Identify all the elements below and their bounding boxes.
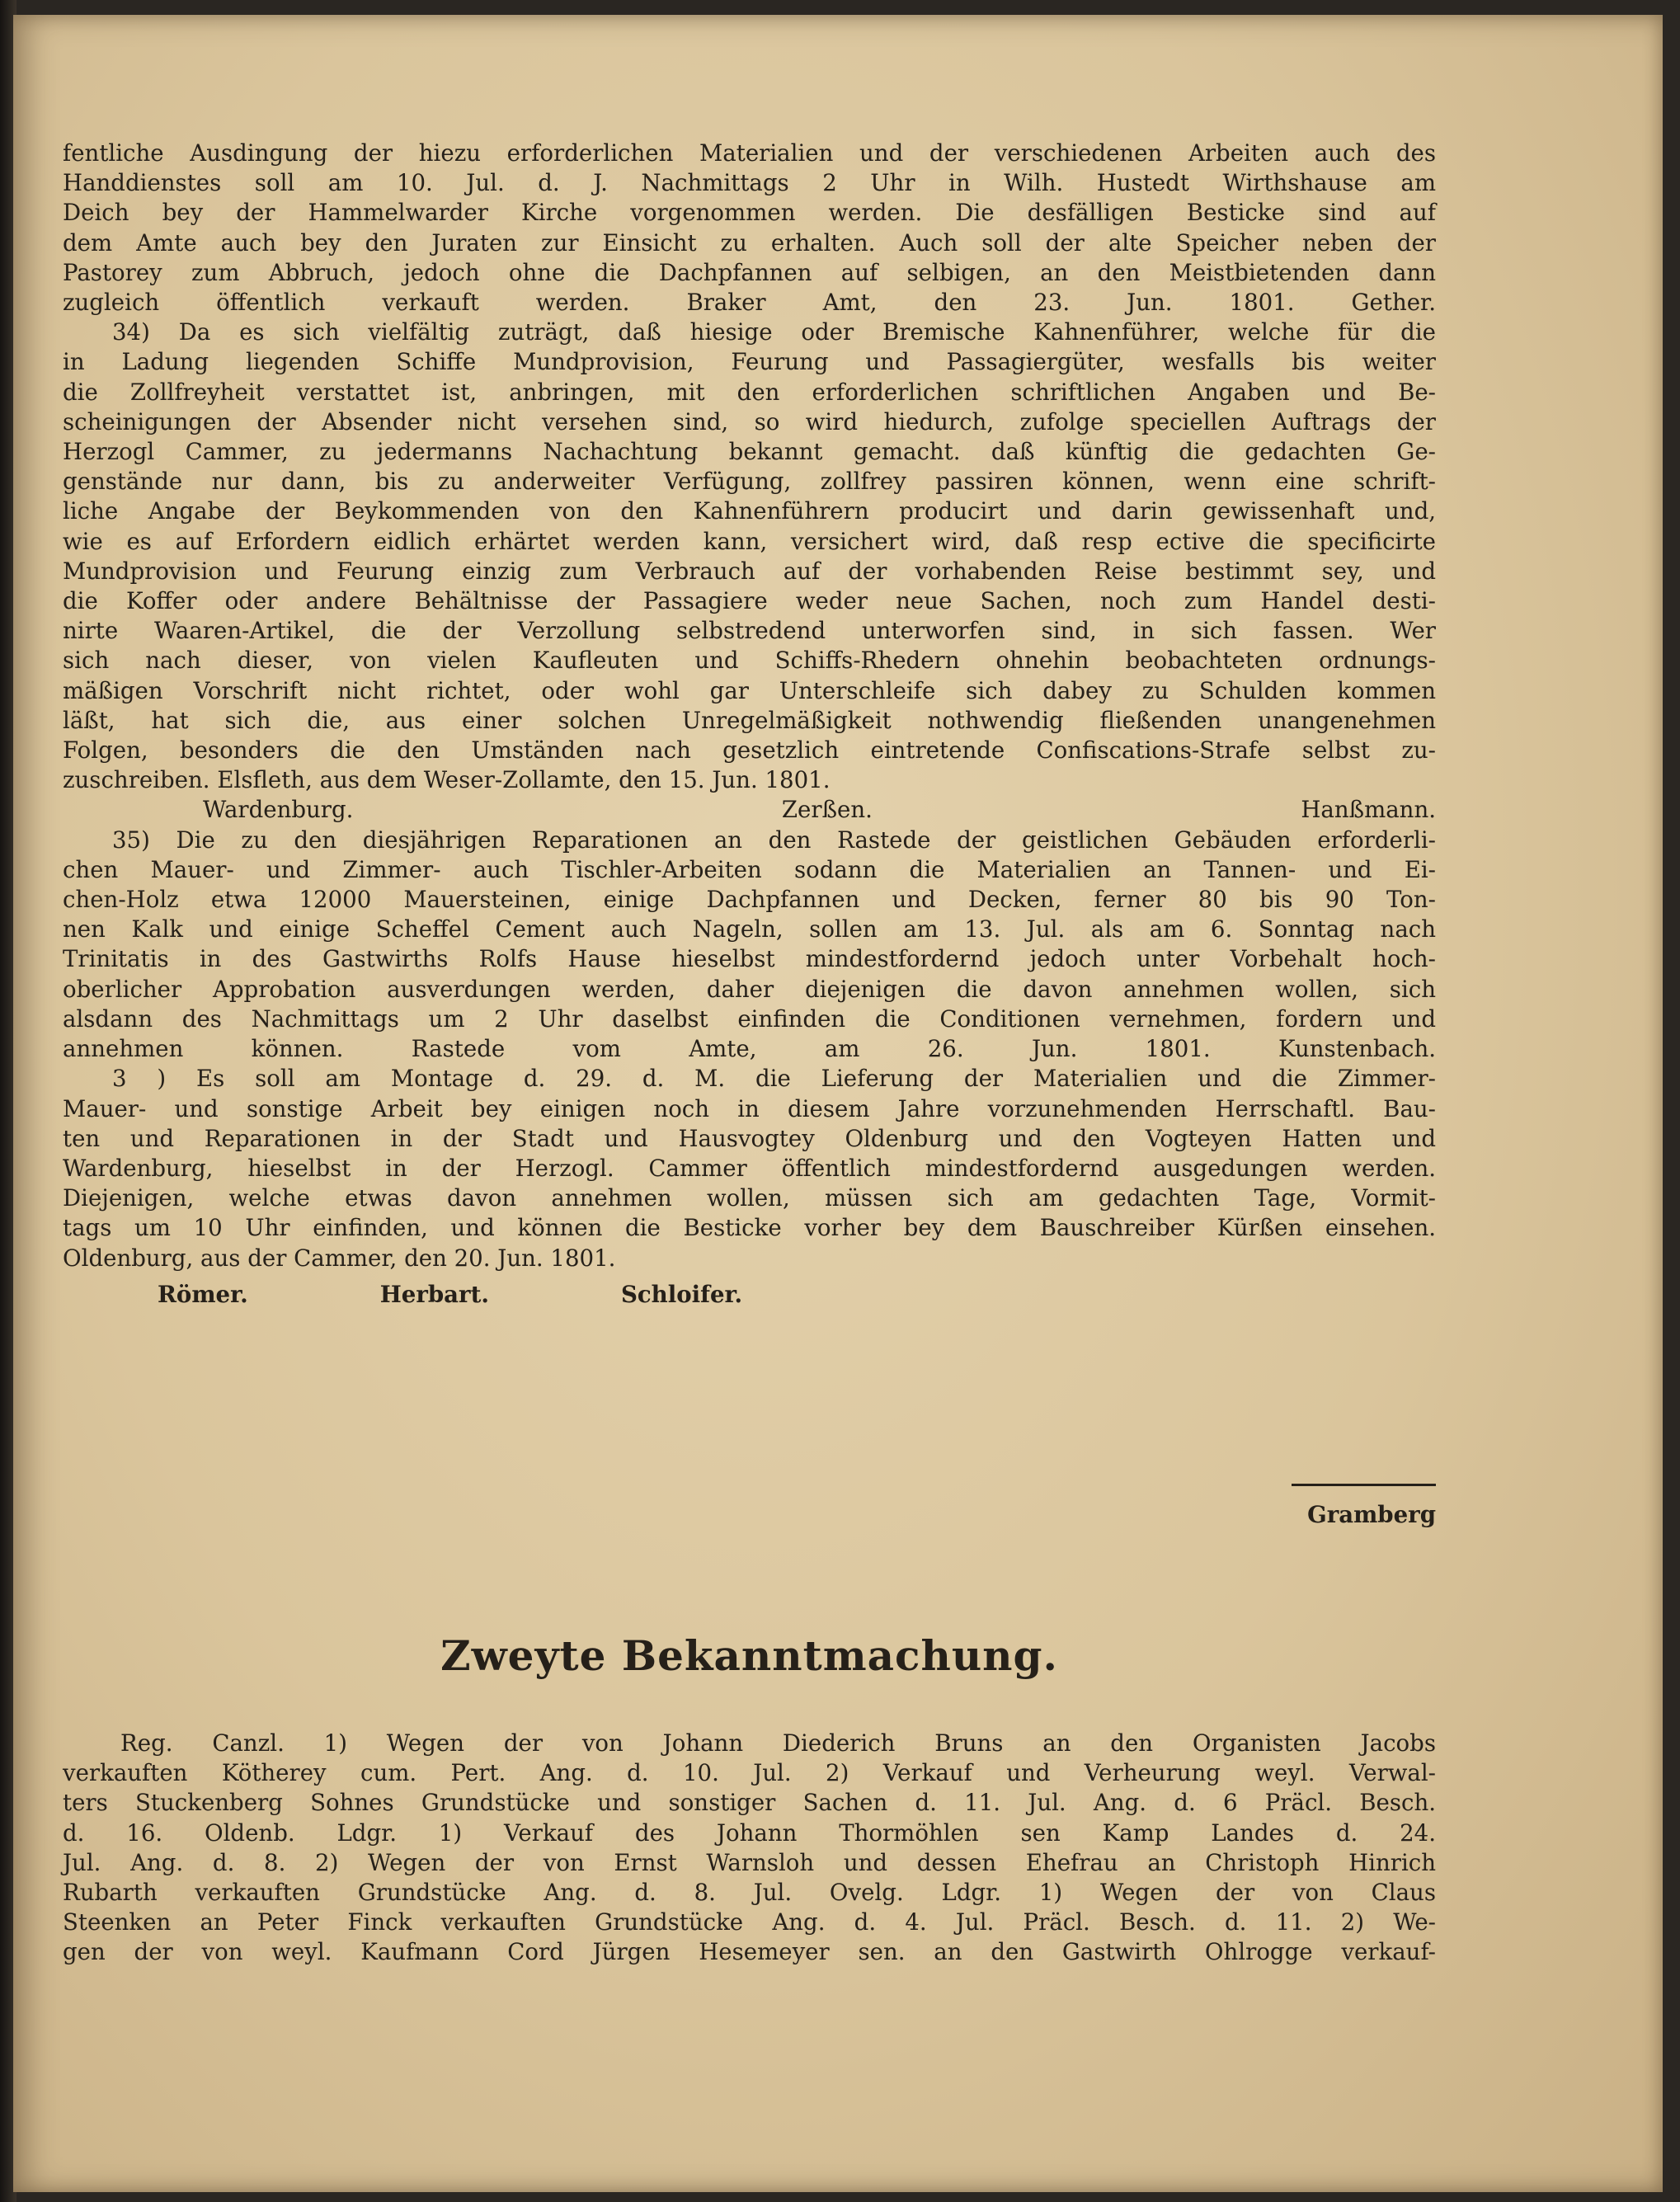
text-line: ters Stuckenberg Sohnes Grundstücke und sonstiger Sachen d. 11. Jul. Ang. d. 6 Präcl. Besch.	[63, 1789, 1436, 1817]
text-line: Handdienstes soll am 10. Jul. d. J. Nachmittags 2 Uhr in Wilh. Hustedt Wirthshause am	[63, 169, 1436, 197]
notice-35	[63, 826, 1436, 1065]
text-line: mäßigen Vorschrift nicht richtet, oder wohl gar Unterschleife sich dabey zu Schulden kommen	[63, 676, 1436, 704]
text-line: fentliche Ausdingung der hiezu erforderlichen Materialien und der verschiedenen Arbeiten auch des	[63, 139, 1436, 167]
text-line: Rubarth verkauften Grundstücke Ang. d. 8. Jul. Ovelg. Ldgr. 1) Wegen der von Claus	[63, 1879, 1436, 1907]
notice-continuation	[63, 139, 1436, 318]
signature: Herbart.	[379, 1280, 489, 1308]
text-line: sich nach dieser, von vielen Kaufleuten und Schiffs-Rhedern ohnehin beobachteten ordnungs-	[63, 647, 1436, 675]
signature-line: Wardenburg. Zerßen. Hanßmann.	[203, 796, 1436, 824]
text-line: in Ladung liegenden Schiffe Mundprovision, Feurung und Passagiergüter, wesfalls bis weiter	[63, 348, 1436, 376]
text-line: alsdann des Nachmittags um 2 Uhr daselbst einfinden die Conditionen vernehmen, fordern und	[63, 1005, 1436, 1033]
text-line: chen Mauer- und Zimmer- auch Tischler-Arbeiten sodann die Materialien an Tannen- und Ei-	[63, 855, 1436, 883]
closing-signature: Gramberg	[1307, 1501, 1436, 1529]
text-line: zuschreiben. Elsfleth, aus dem Weser-Zollamte, den 15. Jun. 1801.	[63, 766, 831, 794]
page-text	[63, 139, 1436, 1966]
text-line: Trinitatis in des Gastwirths Rolfs Hause hieselbst mindestfordernd jedoch unter Vorbehalt hoch-	[63, 945, 1436, 973]
text-line: 34) Da es sich vielfältig zuträgt, daß hiesige oder Bremische Kahnenführer, welche für die	[112, 318, 1436, 346]
text-line: Jul. Ang. d. 8. 2) Wegen der von Ernst Warnsloh und dessen Ehefrau an Christoph Hinrich	[63, 1848, 1436, 1876]
text-line: chen-Holz etwa 12000 Mauersteinen, einige Dachpfannen und Decken, ferner 80 bis 90 Ton-	[63, 886, 1436, 914]
text-line: 3 ) Es soll am Montage d. 29. d. M. die Lieferung der Materialien und die Zimmer-	[112, 1065, 1436, 1093]
second-section	[63, 1729, 1436, 1968]
signatures	[63, 1280, 1436, 1310]
text-line: wie es auf Erfordern eidlich erhärtet werden kann, versichert wird, daß resp ective die specificirte	[63, 527, 1436, 555]
text-line: verkauften Kötherey cum. Pert. Ang. d. 10. Jul. 2) Verkauf und Verheurung weyl. Verwal-	[63, 1759, 1436, 1787]
text-line: nen Kalk und einige Scheffel Cement auch Nageln, sollen am 13. Jul. als am 6. Sonntag nach	[63, 915, 1436, 943]
text-line: läßt, hat sich die, aus einer solchen Unregelmäßigkeit nothwendig fließenden unangenehmen	[63, 706, 1436, 734]
notice-34	[63, 318, 1436, 825]
signature: Schloifer.	[620, 1280, 743, 1308]
text-line: gen der von weyl. Kaufmann Cord Jürgen Hesemeyer sen. an den Gastwirth Ohlrogge verkauf-	[63, 1938, 1436, 1966]
text-line: 35) Die zu den diesjährigen Reparationen an den Rastede der geistlichen Gebäuden erforderli-	[112, 826, 1436, 854]
text-line: zugleich öffentlich verkauft werden. Braker Amt, den 23. Jun. 1801. Gether.	[63, 289, 1436, 317]
text-line: annehmen können. Rastede vom Amte, am 26. Jun. 1801. Kunstenbach.	[63, 1035, 1436, 1063]
text-line: die Zollfreyheit verstattet ist, anbringen, mit den erforderlichen schriftlichen Angaben und Be-	[63, 378, 1436, 406]
notice-36	[63, 1064, 1436, 1310]
text-line: Herzogl Cammer, zu jedermanns Nachachtung bekannt gemacht. daß künftig die gedachten Ge-	[63, 438, 1436, 466]
signature-rule	[1292, 1484, 1436, 1486]
closing-signature-block	[1292, 1470, 1436, 1530]
text-line: scheinigungen der Absender nicht versehen sind, so wird hiedurch, zufolge speciellen Auftrags der	[63, 407, 1436, 435]
text-line: Deich bey der Hammelwarder Kirche vorgenommen werden. Die desfälligen Besticke sind auf	[63, 199, 1436, 227]
text-line: genstände nur dann, bis zu anderweiter Verfügung, zollfrey passiren können, wenn eine schrift-	[63, 468, 1436, 496]
document-page	[13, 15, 1663, 2192]
text-line: Wardenburg, hieselbst in der Herzogl. Cammer öffentlich mindestfordernd ausgedungen werden.	[63, 1154, 1436, 1182]
text-line: Folgen, besonders die den Umständen nach gesetzlich eintretende Confiscations-Strafe selbst zu-	[63, 736, 1436, 765]
text-line: liche Angabe der Beykommenden von den Kahnenführern producirt und darin gewissenhaft und,	[63, 497, 1436, 525]
text-line: ten und Reparationen in der Stadt und Hausvogtey Oldenburg und den Vogteyen Hatten und	[63, 1124, 1436, 1152]
text-line: Mauer- und sonstige Arbeit bey einigen noch in diesem Jahre vorzunehmenden Herrschaftl. Bau-	[63, 1094, 1436, 1122]
text-line: oberlicher Approbation ausverdungen werden, daher diejenigen die davon annehmen wollen, sich	[63, 975, 1436, 1003]
text-line: dem Amte auch bey den Juraten zur Einsicht zu erhalten. Auch soll der alte Speicher neben der	[63, 228, 1436, 256]
text-line: Pastorey zum Abbruch, jedoch ohne die Dachpfannen auf selbigen, an den Meistbietenden dann	[63, 258, 1436, 286]
text-line: tags um 10 Uhr einfinden, und können die Besticke vorher bey dem Bauschreiber Kürßen einsehen.	[63, 1214, 1436, 1242]
signature: Römer.	[158, 1280, 248, 1308]
section-heading: Zweyte Bekanntmachung.	[440, 1631, 1058, 1680]
text-line: die Koffer oder andere Behältnisse der Passagiere weder neue Sachen, noch zum Handel desti-	[63, 587, 1436, 615]
text-line: d. 16. Oldenb. Ldgr. 1) Verkauf des Johann Thormöhlen sen Kamp Landes d. 24.	[63, 1819, 1436, 1847]
text-line: nirte Waaren-Artikel, die der Verzollung selbstredend unterworfen sind, in sich fassen. Wer	[63, 617, 1436, 645]
text-line: Reg. Canzl. 1) Wegen der von Johann Diederich Bruns an den Organisten Jacobs	[120, 1729, 1436, 1757]
text-line: Diejenigen, welche etwas davon annehmen wollen, müssen sich am gedachten Tage, Vormit-	[63, 1184, 1436, 1212]
text-line: Steenken an Peter Finck verkauften Grundstücke Ang. d. 4. Jul. Präcl. Besch. d. 11. 2) We-	[63, 1908, 1436, 1936]
text-line: Oldenburg, aus der Cammer, den 20. Jun. 1801.	[63, 1244, 616, 1272]
text-line: Mundprovision und Feurung einzig zum Verbrauch auf der vorhabenden Reise bestimmt sey, und	[63, 557, 1436, 585]
